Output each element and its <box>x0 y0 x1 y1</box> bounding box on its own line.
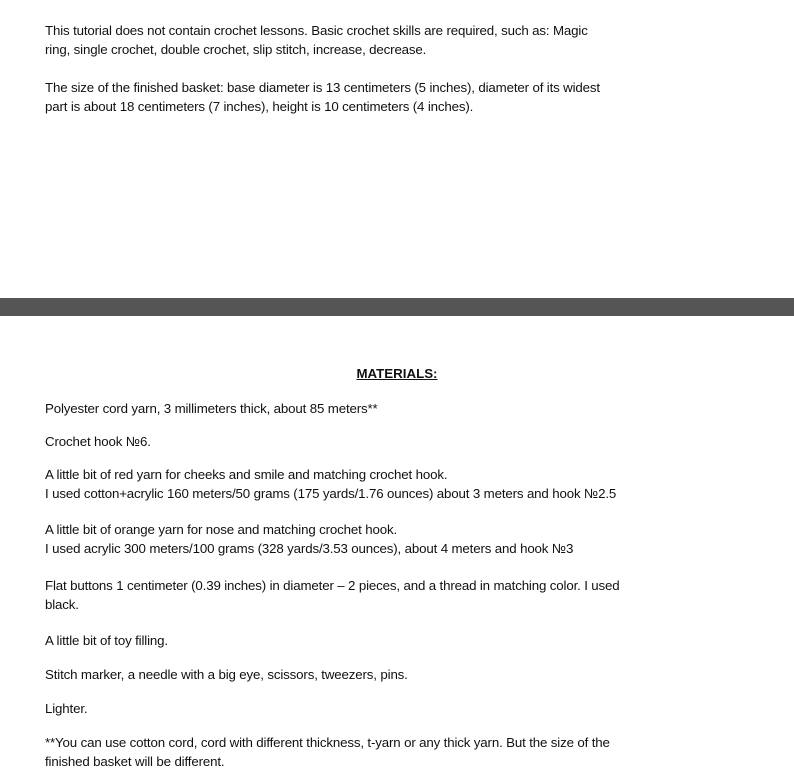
text-line: I used cotton+acrylic 160 meters/50 grams (175 yards/1.76 ounces) about 3 meters and hook №2.5 <box>45 485 617 501</box>
intro-paragraph <box>45 22 757 59</box>
text-line: Polyester cord yarn, 3 millimeters thick, about 85 meters** <box>45 401 378 416</box>
materials-item <box>45 700 757 719</box>
text-line: Stitch marker, a needle with a big eye, scissors, tweezers, pins. <box>45 667 408 682</box>
materials-item <box>45 400 757 419</box>
materials-heading: MATERIALS: <box>356 366 438 381</box>
materials-item <box>45 666 757 685</box>
page-separator <box>0 298 794 316</box>
materials-item <box>45 521 757 558</box>
text-line: **You can use cotton cord, cord with different thickness, t-yarn or any thick yarn. But the size of the <box>45 735 610 750</box>
text-line: Flat buttons 1 centimeter (0.39 inches) in diameter – 2 pieces, and a thread in matching color. I used <box>45 578 620 593</box>
size-paragraph <box>45 79 757 116</box>
text-line: This tutorial does not contain crochet lessons. Basic crochet skills are required, such as: Magic <box>45 23 588 38</box>
text-line: black. <box>45 596 79 612</box>
text-line: part is about 18 centimeters (7 inches), height is 10 centimeters (4 inches). <box>45 98 474 114</box>
text-line: Crochet hook №6. <box>45 434 151 449</box>
text-line: A little bit of orange yarn for nose and matching crochet hook. <box>45 522 397 537</box>
text-line: I used acrylic 300 meters/100 grams (328 yards/3.53 ounces), about 4 meters and hook №3 <box>45 540 574 556</box>
text-line: finished basket will be different. <box>45 753 225 769</box>
text-line: A little bit of toy filling. <box>45 633 168 648</box>
text-line: Lighter. <box>45 701 88 716</box>
text-line: The size of the finished basket: base diameter is 13 centimeters (5 inches), diameter of its widest <box>45 80 600 95</box>
text-line: A little bit of red yarn for cheeks and smile and matching crochet hook. <box>45 467 448 482</box>
materials-footnote <box>45 734 757 771</box>
materials-item <box>45 632 757 651</box>
materials-item <box>45 433 757 452</box>
text-line: ring, single crochet, double crochet, slip stitch, increase, decrease. <box>45 41 427 57</box>
materials-item <box>45 466 757 503</box>
materials-item <box>45 577 757 614</box>
